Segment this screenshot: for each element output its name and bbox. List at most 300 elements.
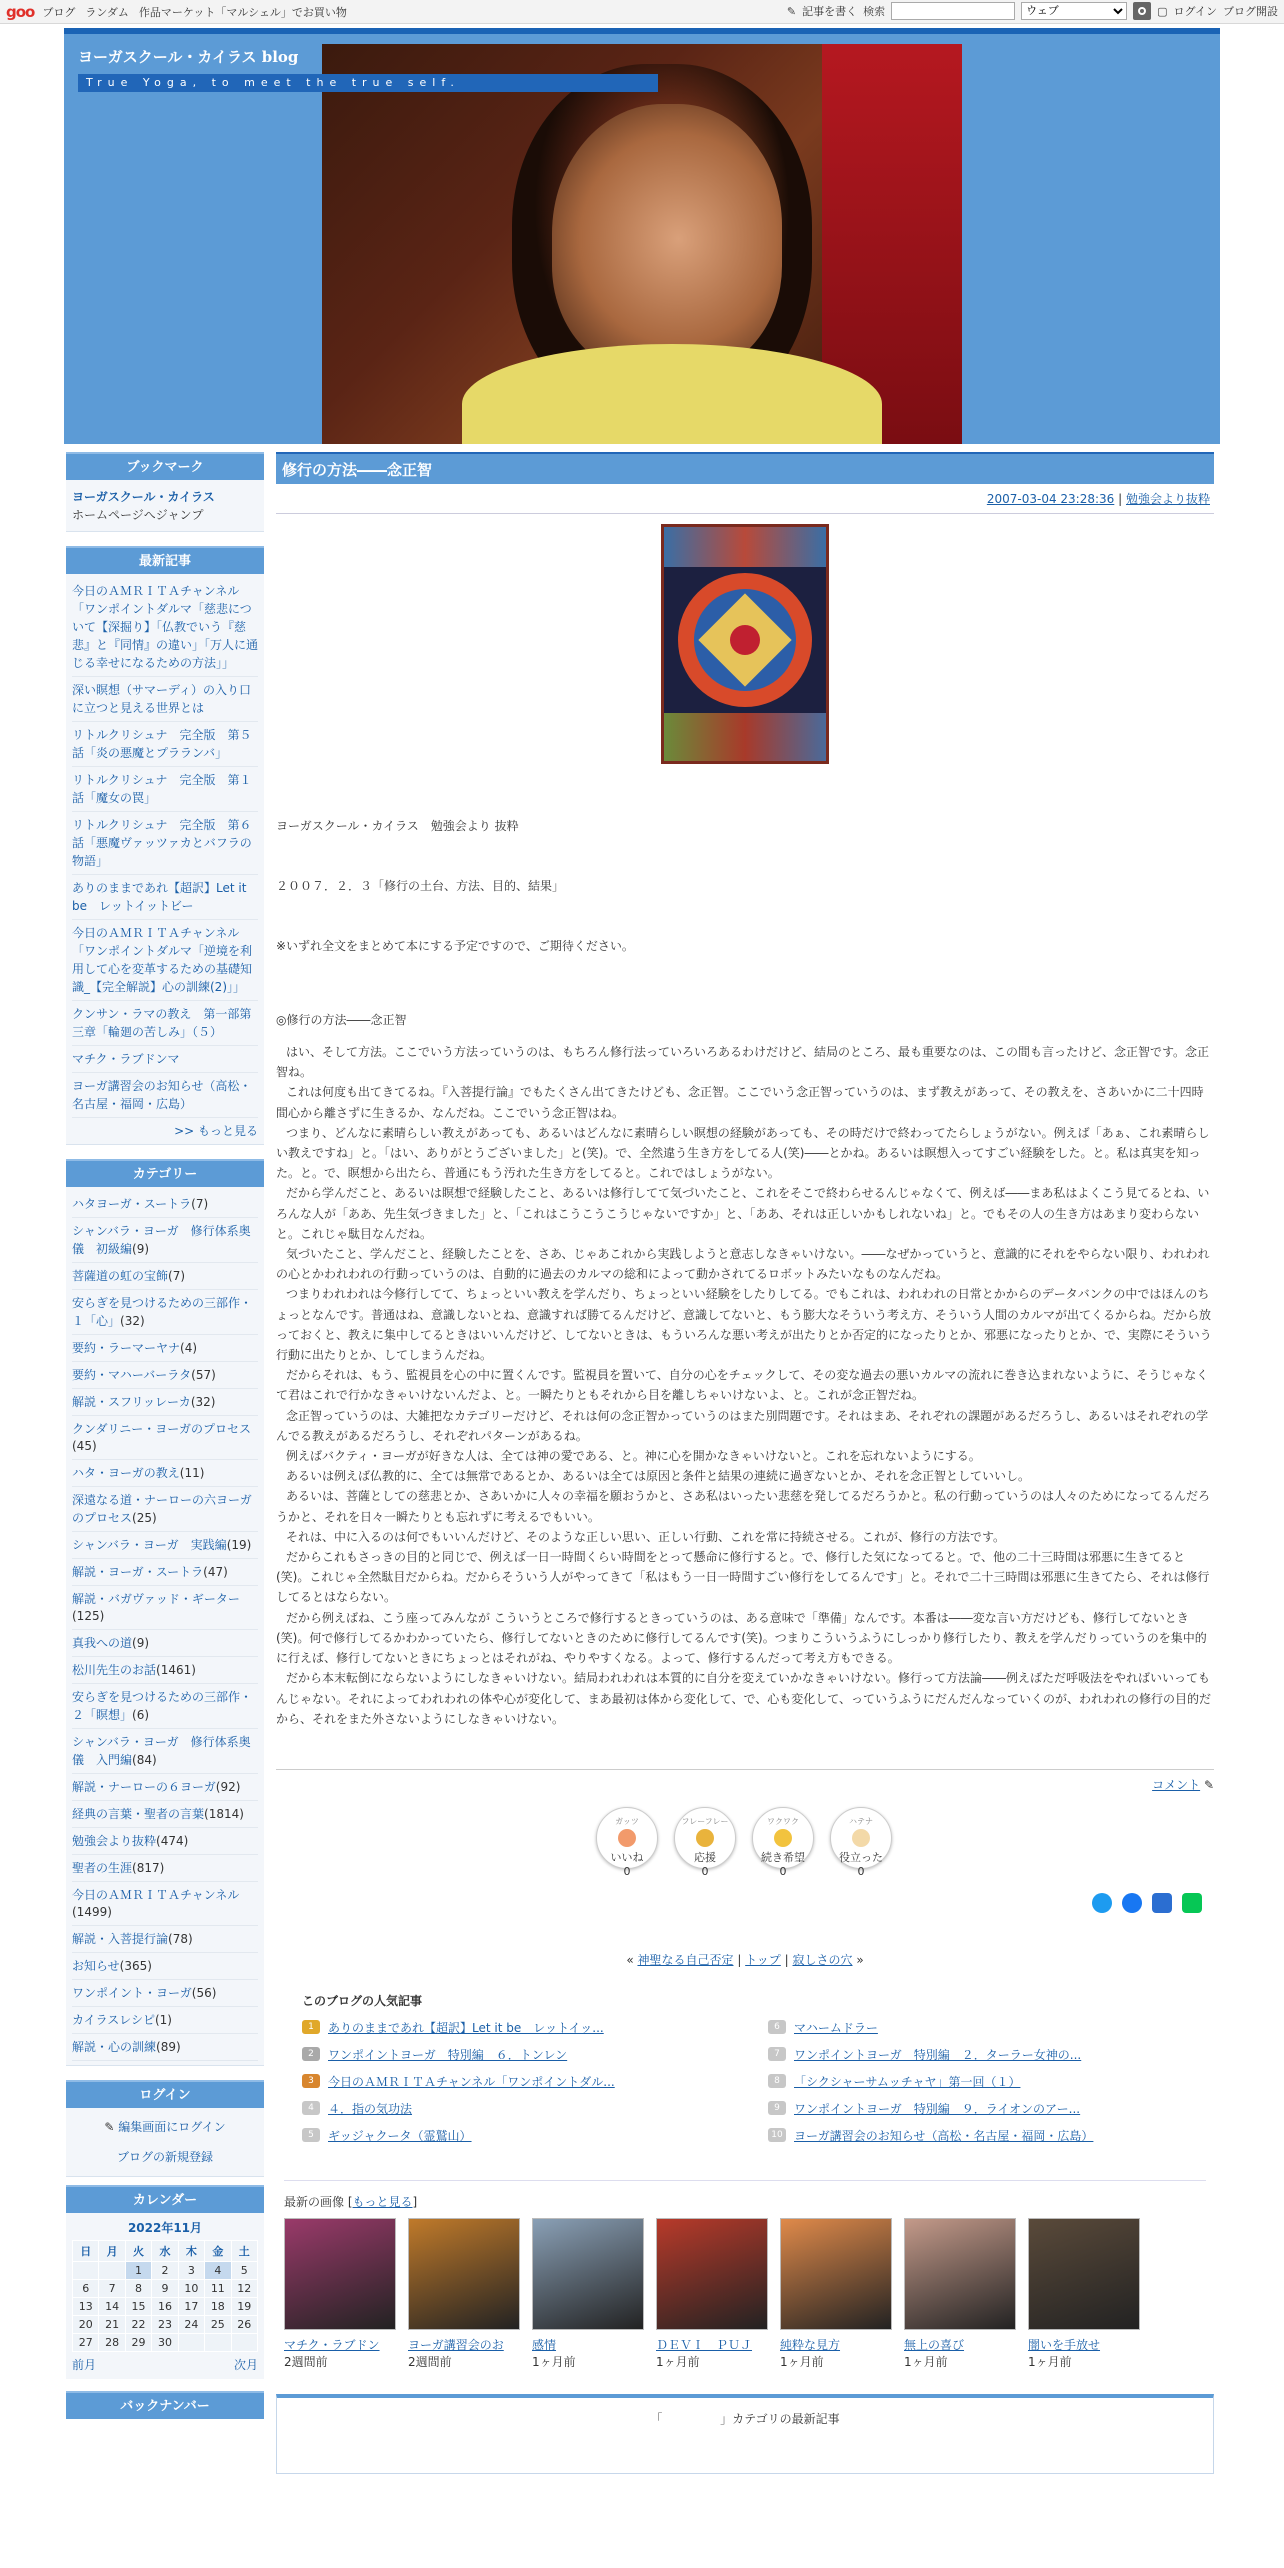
recent-list (66, 574, 264, 1145)
category-item (72, 1290, 258, 1335)
reaction-label: いいね (610, 1850, 644, 1864)
post-paragraph: だから例えばね、こう座ってみんなが こういうところで修行するときっていうのは、ある意味で「準備」なんです。本番は――変な言い方だけども、修行してないとき(笑)。何で修行してるかわかっていたら、修行してないときのために修行してるんです(笑)。つまりこういうふうにしっかり修行したり、教えを学んだりっていうのを集中的に行えば、修行してないときにちょっとはそれがね、やりやすくなる。よって、修行するんだって考え方もできる。 (276, 1610, 1207, 1666)
calendar-day[interactable]: 19 (231, 2298, 257, 2316)
category-item (72, 1882, 258, 1926)
thumbnail-image[interactable] (656, 2218, 768, 2330)
thumbnail-age: 1ヶ月前 (904, 2354, 948, 2369)
category-link[interactable]: 解説・ナーローの６ヨーガ (72, 1780, 216, 1794)
calendar-day[interactable]: 20 (73, 2316, 99, 2334)
category-count: (6) (132, 1708, 150, 1722)
category-item (72, 2034, 258, 2061)
calendar-day[interactable]: 13 (73, 2298, 99, 2316)
category-link[interactable]: 解説・入菩提行論 (72, 1932, 169, 1946)
thumbnail-age: 1ヶ月前 (532, 2354, 576, 2369)
recent-images-heading: 最新の画像 (284, 2194, 345, 2209)
popular-item (302, 2073, 728, 2090)
rank-badge: 5 (302, 2128, 320, 2142)
category-count: (4) (180, 1341, 198, 1355)
reaction-count: 0 (701, 1864, 709, 1878)
thumbnail-image[interactable] (780, 2218, 892, 2330)
top-link[interactable]: トップ (745, 1952, 781, 1967)
post-paragraph: つまり、どんなに素晴らしい教えがあっても、あるいはどんなに素晴らしい瞑想の経験があっても、その時だけで終わってたらしょうがない。例えば「あぁ、これ素晴らしい教えですね」と。「はい、ありがとうございました」と(笑)。で、全然違う生き方をしてる人(笑)――とかね。あるいは瞑想入ってすごい経験をした。と。私は真実を知った。と。で、瞑想から出たら、普通にもう汚れた生き方をしてると。これではしょうがない。 (276, 1125, 1210, 1181)
calendar-day[interactable]: 26 (231, 2316, 257, 2334)
rank-badge: 9 (768, 2101, 786, 2115)
popular-link[interactable]: ありのままであれ【超訳】Let it be レットイッ... (328, 2020, 604, 2035)
category-heading: カテゴリー (66, 1159, 264, 1187)
category-count: (57) (191, 1368, 216, 1382)
category-item (72, 1487, 258, 1532)
calendar-day[interactable]: 23 (152, 2316, 178, 2334)
recent-images (284, 2180, 1206, 2370)
login-box (66, 2108, 264, 2177)
mandala-bottom-band (664, 713, 826, 761)
post-datetime-link[interactable]: 2007-03-04 23:28:36 (986, 492, 1115, 506)
calendar-weekday: 月 (99, 2241, 125, 2262)
login-link[interactable]: ログイン (1173, 5, 1217, 18)
category-link[interactable]: 安らぎを見つけるための三部作・２「瞑想」 (72, 1690, 253, 1722)
category-link[interactable]: 菩薩道の虹の宝飾 (72, 1269, 169, 1283)
calendar-day[interactable]: 21 (99, 2316, 125, 2334)
image-thumbnails (284, 2218, 1206, 2370)
rank-badge: 10 (768, 2128, 786, 2142)
goo-logo[interactable]: goo (6, 2, 35, 21)
category-item (72, 1855, 258, 1882)
pencil-icon: ✎ (786, 4, 797, 18)
thumbnail-title-link[interactable]: ヨーガ講習会のお (408, 2337, 504, 2352)
recent-item (72, 1001, 258, 1046)
header-photo (322, 44, 962, 444)
topbar-link-market[interactable]: 作品マーケット「マルシェル」でお買い物 (138, 5, 347, 19)
calendar-day[interactable]: 8 (125, 2280, 151, 2298)
comment-row (276, 1769, 1214, 1793)
category-count: (1) (154, 2013, 172, 2027)
category-count: (47) (203, 1565, 228, 1579)
category-link[interactable]: 経典の言葉・聖者の言葉 (72, 1807, 205, 1821)
popular-item (768, 2019, 1194, 2036)
recent-images-header: 最新の画像 [もっと見る] (284, 2194, 418, 2209)
category-latest-box (276, 2394, 1214, 2474)
category-count: (92) (215, 1780, 241, 1794)
recent-item (72, 1073, 258, 1118)
search-icon (1138, 7, 1146, 15)
image-thumbnail (904, 2218, 1016, 2370)
category-link[interactable]: お知らせ (72, 1959, 120, 1973)
category-item (72, 1774, 258, 1801)
line-icon[interactable] (1182, 1893, 1202, 1913)
reaction-count: 0 (857, 1864, 865, 1878)
popular-link[interactable]: マハームドラー (794, 2020, 878, 2035)
calendar-day (73, 2262, 99, 2280)
category-count: (11) (179, 1466, 205, 1480)
popular-link[interactable]: ワンポイントヨーガ 特別編 ６．トンレン (328, 2047, 568, 2062)
calendar-day[interactable]: 11 (205, 2280, 231, 2298)
post-note-line: ※いずれ全文をまとめて本にする予定ですので、ご期待ください。 (276, 939, 634, 953)
calendar-day (231, 2334, 257, 2352)
category-link[interactable]: 安らぎを見つけるための三部作・１「心」 (72, 1296, 253, 1328)
image-thumbnail (780, 2218, 892, 2370)
rank-badge: 3 (302, 2074, 320, 2088)
post-date-line: ２００７．２．３「修行の土台、方法、目的、結果」 (276, 879, 565, 893)
calendar-day (99, 2262, 125, 2280)
category-count: (9) (132, 1242, 150, 1256)
post-body (276, 1042, 1214, 1729)
recent-item (72, 722, 258, 767)
rank-badge: 1 (302, 2020, 320, 2034)
category-item (72, 2007, 258, 2034)
category-item (72, 1559, 258, 1586)
category-link[interactable]: 解説・心の訓練 (72, 2040, 157, 2054)
login-icon: ▢ (1157, 4, 1168, 18)
reaction-caption: ガッツ (615, 1816, 639, 1826)
thumbnail-age: 1ヶ月前 (1028, 2354, 1072, 2369)
calendar-week (73, 2280, 258, 2298)
category-link[interactable]: シャンバラ・ヨーガ 修行体系奥儀 入門編 (72, 1735, 251, 1767)
popular-link[interactable]: ４．指の気功法 (328, 2101, 413, 2116)
bookmark-link[interactable]: ヨーガスクール・カイラス (72, 490, 215, 504)
thumbnail-image[interactable] (532, 2218, 644, 2330)
search-button[interactable] (1133, 2, 1151, 20)
popular-item (768, 2100, 1194, 2117)
recent-link[interactable]: リトルクリシュナ 完全版 第６話「悪魔ヴァッツァカとバフラの物語」 (72, 818, 252, 868)
blog-title[interactable]: ヨーガスクール・カイラス blog (78, 48, 299, 66)
popular-item (302, 2100, 728, 2117)
post-paragraph: 例えばバクティ・ヨーガが好きな人は、全ては神の愛である、と。神に心を開かなきゃいけないと。これを忘れないようにする。 (286, 1449, 981, 1464)
category-link[interactable]: シャンバラ・ヨーガ 修行体系奥儀 初級編 (72, 1224, 251, 1256)
recent-link[interactable]: リトルクリシュナ 完全版 第５話「炎の悪魔とプラランバ」 (72, 728, 252, 760)
photo-face-shape (552, 104, 782, 374)
recent-item (72, 1046, 258, 1073)
category-link[interactable]: カイラスレシピ (72, 2013, 155, 2027)
category-link[interactable]: 真我への道 (72, 1636, 133, 1650)
calendar-day[interactable]: 22 (125, 2316, 151, 2334)
rank-badge: 7 (768, 2047, 786, 2061)
register-blog-link[interactable]: ブログの新規登録 (116, 2150, 213, 2164)
category-link[interactable]: クンダリニー・ヨーガのプロセス (72, 1422, 252, 1436)
recent-link[interactable]: リトルクリシュナ 完全版 第１話「魔女の罠」 (72, 773, 252, 805)
search-label: 検索 (863, 5, 886, 18)
post-paragraph: あるいは、菩薩としての慈悲とか、さあいかに人々の幸福を願おうかと、さあ私はいったい悲慈を発してるだろうかと。私の行動っていうのは人々のためになってるんだろうかと、それを日々一瞬たりとも忘れずに考えるでもいい。 (276, 1489, 1211, 1524)
category-link[interactable]: 要約・ラーマーヤナ (72, 1341, 181, 1355)
category-item (72, 1801, 258, 1828)
category-item (72, 1335, 258, 1362)
category-list (66, 1187, 264, 2066)
category-item (72, 1389, 258, 1416)
popular-item (302, 2019, 728, 2036)
calendar-day[interactable]: 7 (99, 2280, 125, 2298)
thumbnail-title-link[interactable]: 感情 (532, 2337, 557, 2352)
category-count: (25) (132, 1511, 157, 1525)
post-paragraph: だからそれは、もう、監視員を心の中に置くんです。監視員を置いて、自分の心をチェックして、その変な過去の悪いカルマの流れに巻き込まれないように、そうじゃなくて君はこれで行かなきゃいけないんだよ、と。一瞬たりともそれから目を離しちゃいけないよ、と。これが念正智だね。 (276, 1368, 1209, 1403)
category-count: (45) (72, 1439, 97, 1453)
recent-item (72, 767, 258, 812)
thumbnail-title-link[interactable]: ＤＥＶＩ ＰＵＪ (656, 2337, 753, 2352)
comment-link[interactable]: コメント (1152, 1777, 1201, 1792)
post-category-link[interactable]: 勉強会より抜粋 (1125, 492, 1210, 506)
reaction-caption: ハテナ (849, 1816, 873, 1826)
category-count: (1814) (204, 1807, 244, 1821)
category-link[interactable]: ハタ・ヨーガの教え (72, 1466, 180, 1480)
calendar-day[interactable]: 1 (125, 2262, 151, 2280)
open-blog-link[interactable]: ブログ開設 (1223, 5, 1278, 18)
category-link[interactable]: 今日のＡＭＲＩＴＡチャンネル (72, 1888, 240, 1902)
next-post-link[interactable]: 寂しさの穴 (792, 1952, 853, 1967)
recent-item (72, 578, 258, 677)
search-input[interactable] (891, 2, 1015, 20)
facebook-icon[interactable] (1122, 1893, 1142, 1913)
category-link[interactable]: 解説・バガヴァッド・ギーター (72, 1592, 240, 1606)
reaction-caption: フレーフレー (681, 1816, 729, 1826)
category-link[interactable]: 深遠なる道・ナーローの六ヨーガのプロセス (72, 1493, 252, 1525)
popular-list (302, 2019, 1194, 2144)
popular-item (768, 2073, 1194, 2090)
topbar-link-random[interactable]: ランダム (85, 5, 129, 19)
image-thumbnail (1028, 2218, 1140, 2370)
calendar-nav (72, 2352, 258, 2373)
thumbnail-age: 1ヶ月前 (656, 2354, 700, 2369)
calendar-day[interactable]: 18 (205, 2298, 231, 2316)
popular-link[interactable]: 「シクシャーサムッチャヤ」第一回（１） (794, 2074, 1021, 2089)
post-paragraph: だからこれもさっきの目的と同じで、例えば一日一時間くらい時間をとって懸命に修行すると。で、修行した気になってると。で、他の二十三時間は邪悪に生きてると(笑)。これじゃ全然駄目だからね。だからそういう人がやってきて「私はもう一日一時間すごい修行をしてるんです」と。それで二十三時間は邪悪に生きてたら、それは修行してるとはならない。 (276, 1550, 1210, 1605)
post-section-heading: ◎修行の方法――念正智 (276, 1013, 407, 1027)
recent-link[interactable]: ヨーガ講習会のお知らせ（高松・名古屋・福岡・広島） (72, 1079, 252, 1111)
thumbnail-title-link[interactable]: 闇いを手放せ (1028, 2337, 1101, 2352)
calendar-day[interactable]: 9 (152, 2280, 178, 2298)
category-count: (1499) (72, 1905, 112, 1919)
category-item (72, 1218, 258, 1263)
bookmark-note: ホームページへジャンプ (72, 508, 204, 522)
calendar-day[interactable]: 17 (178, 2298, 204, 2316)
category-item (72, 1980, 258, 2007)
category-count: (817) (132, 1861, 165, 1875)
recent-link[interactable]: マチク・ラブドンマ (72, 1052, 180, 1066)
post-content (276, 452, 1214, 2474)
recent-link[interactable]: ありのままであれ【超訳】Let it be レットイットビー (72, 881, 247, 913)
calendar-weekday: 金 (205, 2241, 231, 2262)
thumbnail-title-link[interactable]: 純粋な見方 (780, 2337, 841, 2352)
category-item (72, 1684, 258, 1729)
calendar-day (205, 2334, 231, 2352)
category-item (72, 1630, 258, 1657)
calendar-day[interactable]: 6 (73, 2280, 99, 2298)
category-count: (365) (119, 1959, 152, 1973)
calendar-day[interactable]: 27 (73, 2334, 99, 2352)
bookmark-heading: ブックマーク (66, 452, 264, 480)
calendar-day[interactable]: 28 (99, 2334, 125, 2352)
category-item (72, 1953, 258, 1980)
post-paragraph: だから学んだこと、あるいは瞑想で経験したこと、あるいは修行してて気づいたこと、これをそこで終わらせるんじゃなくて、例えば――まあ私はよくこう見てるとね、いろんな人が「ああ、先生気づきました」と、「これはこうこうこうじゃないですか」と、「ああ、それは正しいかもしれないね」と。でもその人の生き方はあまり変わらないと。これじゃ駄目なんだね。 (276, 1186, 1210, 1241)
calendar-weekday: 水 (152, 2241, 178, 2262)
post-paragraph: それは、中に入るのは何でもいいんだけど、そのような正しい思い、正しい行動、これを常に持続させる。これが、修行の方法です。 (286, 1529, 1006, 1544)
calendar-week (73, 2334, 258, 2352)
category-count: (78) (168, 1932, 193, 1946)
login-edit-link[interactable]: 編集画面にログイン (118, 2120, 226, 2134)
reaction-label: 応援 (694, 1850, 716, 1864)
post-paragraph: 念正智っていうのは、大雑把なカテゴリーだけど、それは何の念正智かっていうのはまた別問題です。それはまあ、それぞれの課題があるだろうし、あるいはそれぞれの学んでる教えがあるだろうし、それぞれパターンがあるね。 (276, 1408, 1209, 1443)
twitter-icon[interactable] (1092, 1893, 1112, 1913)
calendar (66, 2213, 264, 2379)
thumbnail-title-link[interactable]: 無上の喜び (904, 2337, 965, 2352)
recent-item (72, 920, 258, 1001)
recent-link[interactable]: クンサン・ラマの教え 第一部第三章「輪廻の苦しみ」（５） (72, 1007, 252, 1039)
thumbnail-age: 2週間前 (408, 2354, 452, 2369)
login-heading: ログイン (66, 2080, 264, 2108)
reaction-button[interactable] (752, 1807, 814, 1878)
recent-link[interactable]: 今日のＡＭＲＩＴＡチャンネル「ワンポイントダルマ「慈悲について【深掘り】「仏教でいう『慈悲』と『同情』の違い」「万人に通じる幸せになるための方法」」 (72, 584, 259, 670)
mandala-image[interactable] (661, 524, 829, 764)
rank-badge: 8 (768, 2074, 786, 2088)
thumbnail-image[interactable] (284, 2218, 396, 2330)
calendar-title: 2022年11月 (127, 2221, 203, 2235)
reaction-icon (852, 1829, 870, 1847)
popular-articles (302, 1992, 1194, 2144)
thumbnail-image[interactable] (904, 2218, 1016, 2330)
topbar-right (787, 2, 1278, 20)
pencil-icon: ✎ (104, 2120, 119, 2134)
top-bar (0, 0, 1284, 24)
category-item (72, 1460, 258, 1487)
reaction-label: 続き希望 (761, 1850, 805, 1864)
reaction-buttons (596, 1807, 1214, 1878)
thumbnail-age: 2週間前 (284, 2354, 328, 2369)
category-count: (19) (226, 1538, 252, 1552)
calendar-weekday: 土 (231, 2241, 257, 2262)
calendar-next-link[interactable]: 次月 (233, 2358, 258, 2372)
category-item (72, 1191, 258, 1218)
reaction-button[interactable] (830, 1807, 892, 1878)
image-thumbnail (532, 2218, 644, 2370)
reaction-count: 0 (779, 1864, 787, 1878)
calendar-day[interactable]: 25 (205, 2316, 231, 2334)
recent-images-more-link[interactable]: もっと見る (352, 2194, 413, 2209)
category-count: (125) (72, 1609, 105, 1623)
category-link[interactable]: 解説・スフリッレーカ (72, 1395, 191, 1409)
post-pager: « 神聖なる自己否定 | トップ | 寂しさの穴 » (626, 1952, 864, 1967)
category-count: (7) (191, 1197, 209, 1211)
category-latest-open: 「 (650, 2411, 663, 2426)
calendar-day[interactable]: 12 (231, 2280, 257, 2298)
calendar-day[interactable]: 29 (125, 2334, 151, 2352)
blog-subtitle: True Yoga, to meet the true self. (78, 74, 658, 92)
calendar-day[interactable]: 15 (125, 2298, 151, 2316)
popular-link[interactable]: ワンポイントヨーガ 特別編 ２．ターラー女神の... (794, 2047, 1082, 2062)
thumbnail-image[interactable] (408, 2218, 520, 2330)
reaction-button[interactable] (596, 1807, 658, 1878)
calendar-day (178, 2334, 204, 2352)
calendar-weekday: 火 (125, 2241, 151, 2262)
recent-link[interactable]: 今日のＡＭＲＩＴＡチャンネル「ワンポイントダルマ「逆境を利用して心を変革するための基礎知識_【完全解説】心の訓練(2)」」 (72, 926, 253, 994)
post-paragraph: 気づいたこと、学んだこと、経験したことを、さあ、じゃあこれから実践しようと意志しなきゃいけない。――なぜかっていうと、意識的にそれをやらない限り、われわれの心とかわれわれの行動っていうのは、自動的に過去のカルマの総和によって動かされてるロボットみたいなものなんだね。 (276, 1247, 1210, 1282)
popular-link[interactable]: ヨーガ講習会のお知らせ（高松・名古屋・福岡・広島） (794, 2128, 1094, 2143)
post-paragraph: これは何度も出てきてるね。『入菩提行論』でもたくさん出てきたけども、念正智。ここでいう念正智っていうのは、まず教えがあって、その教えを、さあいかに二十四時間心から離さずに生きるか、なんだね。ここでいう念正智はね。 (276, 1085, 1204, 1120)
thumbnail-image[interactable] (1028, 2218, 1140, 2330)
reaction-icon (774, 1829, 792, 1847)
calendar-day[interactable]: 4 (205, 2262, 231, 2280)
calendar-day[interactable]: 2 (152, 2262, 178, 2280)
hatena-bookmark-icon[interactable] (1152, 1893, 1172, 1913)
reaction-count: 0 (623, 1864, 631, 1878)
category-count: (1461) (156, 1663, 196, 1677)
category-count: (56) (191, 1986, 217, 2000)
category-link[interactable]: 解説・ヨーガ・スートラ (72, 1565, 204, 1579)
popular-link[interactable]: ワンポイントヨーガ 特別編 ９．ライオンのアー... (794, 2101, 1081, 2116)
calendar-table (72, 2240, 258, 2352)
mandala-center (730, 625, 760, 655)
category-item (72, 1263, 258, 1290)
category-count: (89) (156, 2040, 181, 2054)
popular-link[interactable]: 今日のＡＭＲＩＴＡチャンネル「ワンポイントダル... (328, 2074, 615, 2089)
category-count: (32) (190, 1395, 216, 1409)
category-link[interactable]: 聖者の生涯 (72, 1861, 133, 1875)
image-thumbnail (408, 2218, 520, 2370)
post-paragraph: だから本末転倒にならないようにしなきゃいけない。結局われわれは本質的に自分を変えていかなきゃいけない。修行って方法論――例えばただ呼吸法をやればいいってもんじゃない。それによってわれわれの体や心が変化して、まあ最初は体から変化して、で、心も変化して、っていうふうにだんだんなっていくのが、われわれの修行の目的だから、それをまた外さないようにしなきゃいけない。 (276, 1671, 1212, 1726)
rank-badge: 2 (302, 2047, 320, 2061)
category-count: (9) (132, 1636, 150, 1650)
calendar-day[interactable]: 14 (99, 2298, 125, 2316)
category-count: (7) (168, 1269, 186, 1283)
rank-badge: 4 (302, 2101, 320, 2115)
post-paragraph: つまりわれわれは今修行してて、ちょっといい教えを学んだり、ちょっといい経験をしたりしてる。でもこれは、われわれの日常とかからのデータバンクの中ではほんのちょっとなんです。普通はね、意識しないとね、意識すれば勝てるんだけど、意識してないと、もう膨大なそういう考え方、そういう人間のカルマが出てくるからね。だから放っておくと、教えに集中してるときはいいんだけど、してないときは、もういろんな悪い考えが出たりとか否定的になったりとか、邪悪になったりとか、で、実際にそういう行動に出たりとか、してしまうんだね。 (276, 1287, 1212, 1363)
share-buttons (276, 1893, 1202, 1913)
calendar-day[interactable]: 3 (178, 2262, 204, 2280)
topbar-link-blog[interactable]: ブログ (42, 5, 76, 19)
image-thumbnail (656, 2218, 768, 2370)
category-item (72, 1362, 258, 1389)
category-link[interactable]: ハタヨーガ・スートラ (72, 1197, 192, 1211)
category-link[interactable]: ワンポイント・ヨーガ (72, 1986, 192, 2000)
calendar-day[interactable]: 16 (152, 2298, 178, 2316)
recent-link[interactable]: 深い瞑想（サマーディ）の入り口に立つと見える世界とは (72, 683, 252, 715)
calendar-day[interactable]: 10 (178, 2280, 204, 2298)
calendar-week (73, 2262, 258, 2280)
category-item (72, 1586, 258, 1630)
recent-heading: 最新記事 (66, 546, 264, 574)
thumbnail-title-link[interactable]: マチク・ラブドン (284, 2337, 380, 2352)
calendar-week (73, 2298, 258, 2316)
search-scope-select[interactable] (1021, 2, 1127, 20)
reaction-button[interactable] (674, 1807, 736, 1878)
calendar-day[interactable]: 30 (152, 2334, 178, 2352)
calendar-prev-link[interactable]: 前月 (72, 2358, 97, 2372)
prev-post-link[interactable]: 神聖なる自己否定 (637, 1952, 734, 1967)
thumbnail-age: 1ヶ月前 (780, 2354, 824, 2369)
popular-heading: このブログの人気記事 (302, 1993, 423, 2008)
post-paragraph: あるいは例えば仏教的に、全ては無常であるとか、あるいは全ては原因と条件と結果の連続に過ぎないとか、それを念正智としていいし。 (286, 1469, 1031, 1484)
calendar-week (73, 2316, 258, 2334)
popular-link[interactable]: ギッジャクータ（霊鷲山） (328, 2128, 472, 2143)
category-count: (474) (156, 1834, 189, 1848)
category-item (72, 1416, 258, 1460)
category-latest-heading: 」カテゴリの最新記事 (720, 2411, 840, 2426)
reaction-caption: ワクワク (767, 1816, 799, 1826)
login-new-row (72, 2142, 258, 2172)
category-item (72, 1657, 258, 1684)
photo-shirt-shape (462, 344, 882, 444)
category-link[interactable]: シャンバラ・ヨーガ 実践編 (72, 1538, 227, 1552)
category-item (72, 1926, 258, 1953)
recent-more-link[interactable]: >> もっと見る (174, 1124, 258, 1138)
category-link[interactable]: 要約・マハーバーラタ (72, 1368, 192, 1382)
category-item (72, 1729, 258, 1774)
category-link[interactable]: 勉強会より抜粋 (72, 1834, 157, 1848)
recent-item (72, 812, 258, 875)
category-link[interactable]: 松川先生のお話 (72, 1663, 157, 1677)
calendar-day[interactable]: 24 (178, 2316, 204, 2334)
calendar-day[interactable]: 5 (231, 2262, 257, 2280)
write-article-link[interactable]: 記事を書く (802, 5, 858, 18)
image-thumbnail (284, 2218, 396, 2370)
calendar-weekday: 日 (73, 2241, 99, 2262)
backnumber-heading: バックナンバー (66, 2391, 264, 2419)
